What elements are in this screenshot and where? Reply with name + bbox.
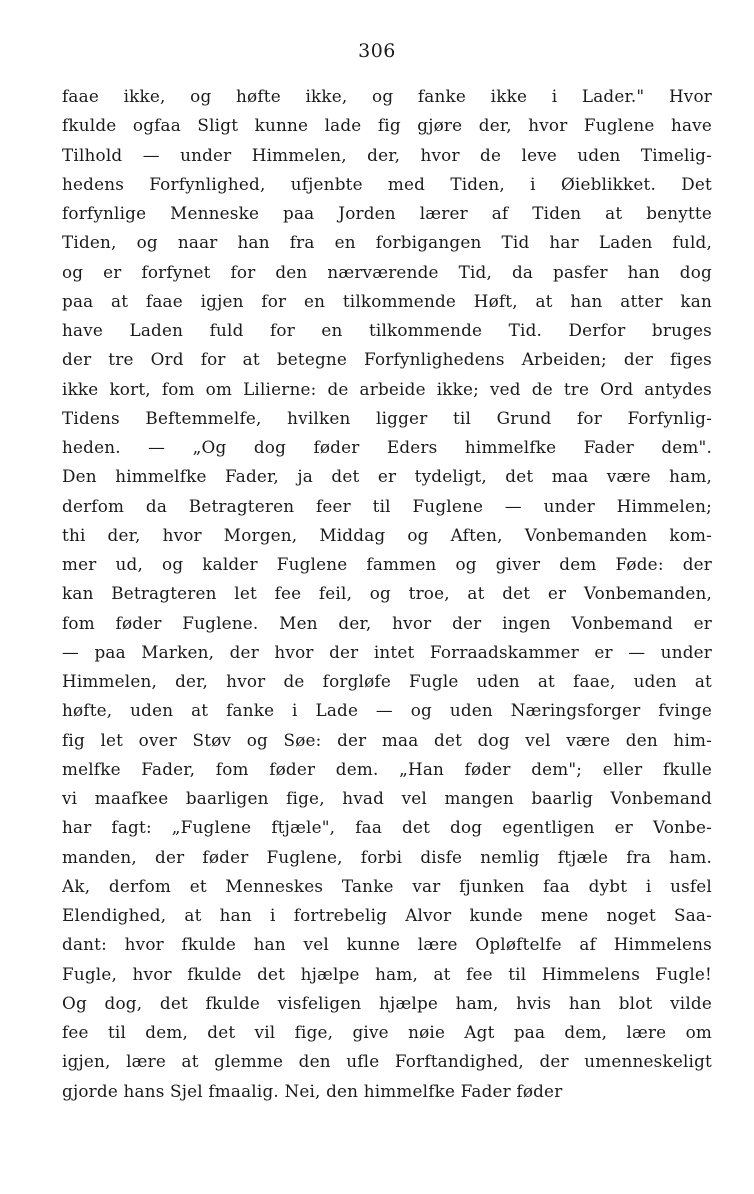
body-text	[62, 82, 712, 1106]
text-line: kan Betragteren let fee feil, og troe, at det er Vonbemanden,	[62, 583, 712, 604]
text-line: igjen, lære at glemme den ufle Forftandighed, der umenneskeligt	[62, 1051, 712, 1072]
text-line: Elendighed, at han i fortrebelig Alvor kunde mene noget Saa-	[62, 905, 712, 925]
text-line: thi der, hvor Morgen, Middag og Aften, Vonbemanden kom-	[62, 524, 712, 545]
text-line: Himmelen, der, hvor de forgløfe Fugle uden at faae, uden at	[62, 671, 712, 691]
text-line: Fugle, hvor fkulde det hjælpe ham, at fee til Himmelens Fugle!	[62, 963, 712, 984]
text-line: fig let over Støv og Søe: der maa det dog vel være den him-	[62, 729, 712, 750]
text-line: og er forfynet for den nærværende Tid, da pasfer han dog	[62, 261, 712, 282]
text-line: Tidens Beftemmelfe, hvilken ligger til Grund for Forfynlig-	[62, 407, 712, 428]
page-number: 306	[358, 40, 396, 62]
text-line: gjorde hans Sjel fmaalig. Nei, den himmelfke Fader føder	[62, 1080, 563, 1101]
text-line: vi maafkee baarligen fige, hvad vel mangen baarlig Vonbemand	[62, 788, 712, 808]
text-line: Den himmelfke Fader, ja det er tydeligt, det maa være ham,	[62, 466, 712, 487]
text-line: heden. — „Og dog føder Eders himmelfke Fader dem".	[62, 437, 712, 457]
text-line: fom føder Fuglene. Men der, hvor der ingen Vonbemand er	[62, 612, 712, 633]
text-line: Og dog, det fkulde visfeligen hjælpe ham, hvis han blot vilde	[62, 992, 712, 1013]
text-line: mer ud, og kalder Fuglene fammen og giver dem Føde: der	[62, 554, 712, 574]
text-line: — paa Marken, der hvor der intet Forraadskammer er — under	[62, 641, 712, 662]
text-line: høfte, uden at fanke i Lade — og uden Næringsforger fvinge	[62, 700, 712, 721]
text-line: ikke kort, fom om Lilierne: de arbeide ikke; ved de tre Ord antydes	[62, 378, 712, 399]
text-line: fkulde ogfaa Sligt kunne lade fig gjøre der, hvor Fuglene have	[62, 115, 712, 136]
text-line: har fagt: „Fuglene ftjæle", faa det dog egentligen er Vonbe-	[62, 817, 712, 838]
text-line: Ak, derfom et Menneskes Tanke var fjunken faa dybt i usfel	[62, 875, 712, 896]
text-line: dant: hvor fkulde han vel kunne lære Opløftelfe af Himmelens	[62, 934, 712, 955]
text-line: Tilhold — under Himmelen, der, hvor de leve uden Timelig-	[62, 144, 712, 165]
text-line: der tre Ord for at betegne Forfynlighedens Arbeiden; der figes	[62, 349, 712, 370]
text-line: paa at faae igjen for en tilkommende Høft, at han atter kan	[62, 290, 712, 311]
text-line: Tiden, og naar han fra en forbigangen Tid har Laden fuld,	[62, 232, 712, 253]
text-line: manden, der føder Fuglene, forbi disfe nemlig ftjæle fra ham.	[62, 846, 712, 867]
text-line: hedens Forfynlighed, ufjenbte med Tiden, i Øieblikket. Det	[62, 173, 712, 194]
text-line: derfom da Betragteren feer til Fuglene — under Himmelen;	[62, 495, 712, 516]
text-line: have Laden fuld for en tilkommende Tid. Derfor bruges	[62, 320, 712, 340]
text-line: melfke Fader, fom føder dem. „Han føder dem"; eller fkulle	[62, 758, 712, 779]
text-line: fee til dem, det vil fige, give nøie Agt paa dem, lære om	[62, 1022, 712, 1042]
text-line: faae ikke, og høfte ikke, og fanke ikke i Lader." Hvor	[62, 86, 712, 106]
text-line: forfynlige Menneske paa Jorden lærer af Tiden at benytte	[62, 203, 712, 223]
